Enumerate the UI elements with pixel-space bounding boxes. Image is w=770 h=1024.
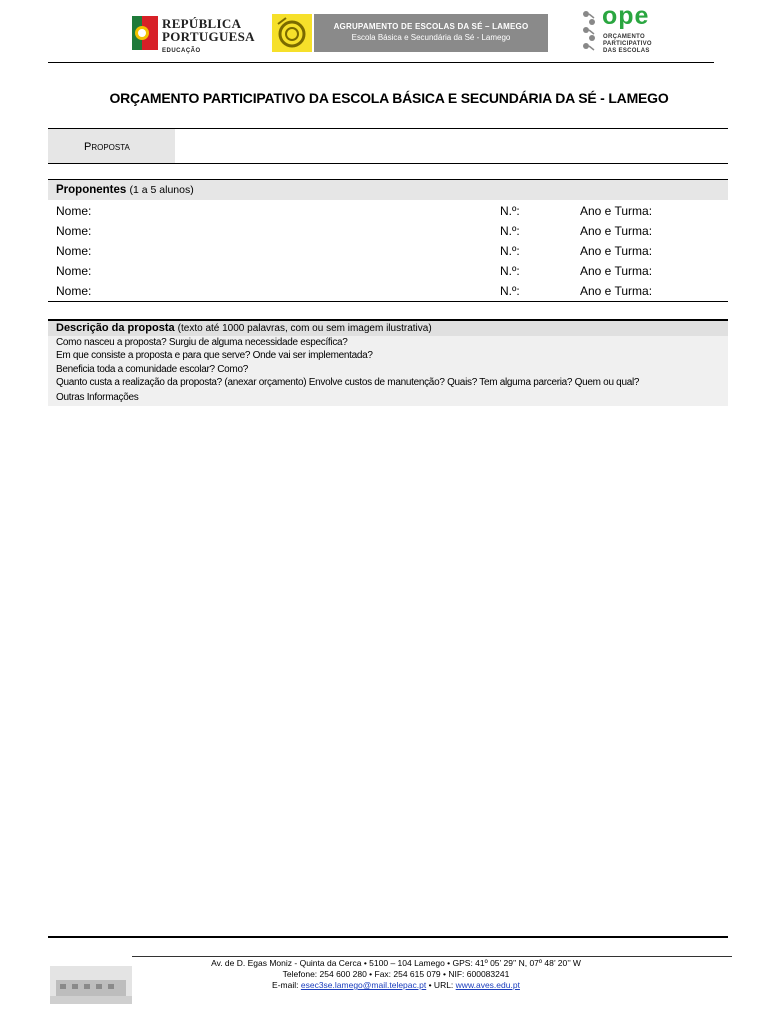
descricao-question: Em que consiste a proposta e para que serve? Onde vai ser implementada?: [56, 350, 373, 361]
ano-turma-label: Ano e Turma:: [580, 244, 653, 258]
ope-logo: [580, 2, 670, 58]
ope-wordmark: ope: [602, 2, 650, 30]
descricao-question: Quanto custa a realização da proposta? (anexar orçamento) Envolve custos de manutenção? Quais? Tem alguma parceria? Quem ou qual?: [56, 377, 640, 388]
ano-turma-label: Ano e Turma:: [580, 264, 653, 278]
proponentes-note: (1 a 5 alunos): [129, 184, 194, 196]
nome-label: Nome:: [56, 204, 92, 218]
footer-contacts-line: Telefone: 254 600 280 • Fax: 254 615 079 • NIF: 600083241: [282, 969, 510, 979]
ano-turma-label: Ano e Turma:: [580, 224, 653, 238]
descricao-question: Como nasceu a proposta? Surgiu de alguma necessidade específica?: [56, 337, 348, 348]
proposta-bottom-line: [48, 163, 728, 164]
email-link[interactable]: esec3se.lamego@mail.telepac.pt: [300, 980, 427, 990]
numero-label: N.º:: [500, 264, 520, 278]
nome-label: Nome:: [56, 284, 92, 298]
numero-label: N.º:: [500, 284, 520, 298]
portuguesa-text: PORTUGUESA: [162, 29, 255, 44]
portugal-emblem-icon: [132, 16, 158, 50]
footer-divider: [48, 936, 728, 938]
proponentes-bottom-line: [48, 301, 728, 302]
descricao-note: (texto até 1000 palavras, com ou sem imagem ilustrativa): [177, 323, 432, 334]
descricao-question: Outras Informações: [56, 392, 139, 403]
agrupamento-name: AGRUPAMENTO DE ESCOLAS DA SÉ – LAMEGO: [333, 22, 529, 31]
descricao-heading: Descrição da proposta (texto até 1000 palavras, com ou sem imagem ilustrativa): [56, 322, 432, 334]
page-title: ORÇAMENTO PARTICIPATIVO DA ESCOLA BÁSICA E SECUNDÁRIA DA SÉ - LAMEGO: [109, 90, 669, 106]
numero-label: N.º:: [500, 224, 520, 238]
numero-label: N.º:: [500, 244, 520, 258]
website-link[interactable]: www.aves.edu.pt: [455, 980, 520, 990]
school-building-image: [50, 966, 132, 1004]
escola-name: Escola Básica e Secundária da Sé - Lamego: [351, 33, 511, 42]
proposta-label: Proposta: [84, 141, 130, 153]
numero-label: N.º:: [500, 204, 520, 218]
descricao-question: Beneficia toda a comunidade escolar? Como?: [56, 364, 248, 375]
school-emblem-icon: [272, 14, 312, 52]
agrupamento-banner: [314, 14, 548, 52]
ano-turma-label: Ano e Turma:: [580, 204, 653, 218]
footer-links-line: E-mail: esec3se.lamego@mail.telepac.pt • URL: www.aves.edu.pt: [272, 980, 520, 990]
nome-label: Nome:: [56, 244, 92, 258]
footer-address: [150, 958, 642, 991]
ano-turma-label: Ano e Turma:: [580, 284, 653, 298]
nome-label: Nome:: [56, 264, 92, 278]
educacao-text: EDUCAÇÃO: [162, 48, 201, 54]
header-divider: [48, 62, 714, 63]
footer-thin-divider: [132, 956, 732, 957]
agrupamento-logo: [272, 14, 548, 52]
ope-subtitle: ORÇAMENTO PARTICIPATIVO DAS ESCOLAS: [603, 34, 652, 54]
footer-address-line: Av. de D. Egas Moniz - Quinta da Cerca • 5100 – 104 Lamego • GPS: 41º 05’ 29’’ N, 07º 48’ 20’’ W: [211, 958, 581, 968]
republica-text: REPÚBLICA: [162, 16, 242, 31]
proponentes-heading: Proponentes (1 a 5 alunos): [56, 184, 194, 196]
nome-label: Nome:: [56, 224, 92, 238]
republica-portuguesa-logo: [132, 14, 255, 60]
ope-people-icon: [580, 8, 600, 56]
